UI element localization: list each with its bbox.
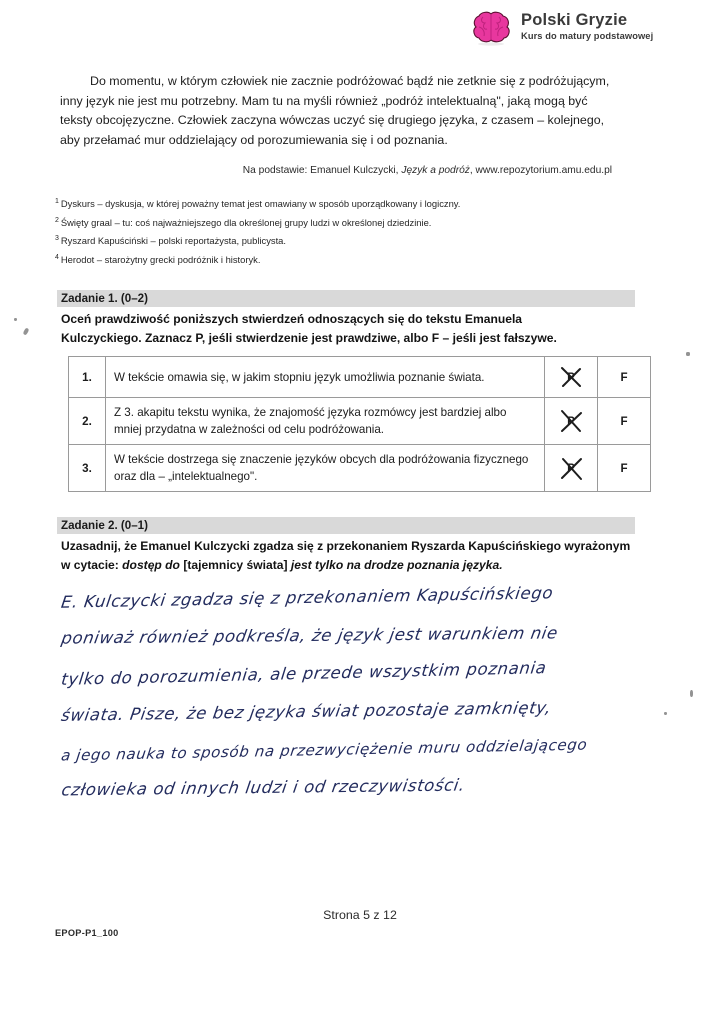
page-number: Strona 5 z 12: [323, 908, 397, 922]
option-letter-p: P: [567, 370, 575, 384]
task-1-prompt: [57, 310, 637, 349]
footnote-text: Ryszard Kapuściński – polski reportażysta, publicysta.: [60, 235, 287, 247]
row-number: 3.: [69, 445, 106, 492]
answer-option-false[interactable]: [598, 357, 651, 398]
footnote-item: [55, 213, 625, 232]
footnote-marker: 1: [55, 198, 59, 205]
row-number: 2.: [69, 398, 106, 445]
footnote-text: Święty graal – tu: coś najważniejszego dla określonej grupy ludzi w określonej dziedzinie.: [60, 216, 432, 228]
row-number: 1.: [69, 357, 106, 398]
option-letter-f: F: [620, 370, 628, 384]
table-row: [69, 398, 651, 445]
handwritten-line-text: poniważ również podkreśla, że język jest warunkiem nie: [59, 623, 560, 648]
scan-artifact: [23, 327, 30, 335]
handwritten-line-text: a jego nauka to sposób na przezwyciężenie muru oddzielającego: [60, 735, 589, 765]
source-title: Język a podróż: [401, 165, 470, 176]
answer-option-false[interactable]: [598, 398, 651, 445]
option-letter-p: P: [567, 461, 575, 475]
footnote-marker: 2: [55, 216, 59, 224]
scan-artifact: [664, 712, 667, 715]
footnote-text: Dyskurs – dyskusja, w której poważny temat jest omawiany w sposób uporządkowany i logiczny.: [60, 198, 461, 210]
task-2-quote-part2: jest tylko na drodze poznania języka.: [290, 558, 503, 573]
site-logo: [470, 8, 653, 46]
task-1-prompt-line1: Oceń prawdziwość poniższych stwierdzeń odnoszących się do tekstu Emanuela: [61, 312, 523, 326]
handwritten-line: [60, 658, 662, 702]
scan-artifact: [686, 352, 690, 356]
logo-text-block: [521, 12, 653, 42]
task-2-block: [57, 517, 637, 576]
handwritten-line-text: E. Kulczycki zgadza się z przekonaniem Kapuścińskiego: [59, 583, 555, 612]
task-2-prompt-text: Uzasadnij, że Emanuel Kulczycki zgadza się z przekonaniem Ryszarda Kapuścińskiego wyrażonym w cytacie:: [61, 539, 631, 573]
option-letter-f: F: [620, 414, 628, 428]
option-letter-f: F: [620, 461, 628, 475]
source-url: , www.repozytorium.amu.edu.pl: [469, 165, 612, 176]
task-2-heading: Zadanie 2. (0–1): [57, 517, 635, 534]
answer-option-true[interactable]: [545, 357, 598, 398]
row-statement: Z 3. akapitu tekstu wynika, że znajomość języka rozmówcy jest bardziej albo mniej przydatna w zależności od celu podróżowania.: [106, 398, 545, 445]
scan-artifact: [14, 318, 17, 321]
footnote-list: [55, 194, 625, 269]
handwritten-line-text: tylko do porozumienia, ale przede wszystkim poznania: [60, 658, 548, 689]
footnote-text: Herodot – starożytny grecki podróżnik i historyk.: [60, 254, 261, 266]
footnote-marker: 3: [55, 235, 59, 243]
task-1-prompt-line2: Kulczyckiego. Zaznacz P, jeśli stwierdzenie jest prawdziwe, albo F – jeśli jest fałszywe.: [61, 331, 557, 346]
footnote-item: [55, 231, 625, 250]
table-row: [69, 445, 651, 492]
footnote-marker: 4: [55, 254, 59, 262]
answer-option-false[interactable]: [598, 445, 651, 492]
table-row: [69, 357, 651, 398]
task-2-prompt: [57, 537, 637, 576]
brain-icon: [470, 8, 512, 46]
handwritten-line: [60, 775, 662, 816]
logo-title: Polski Gryzie: [521, 10, 628, 29]
option-letter-p: P: [567, 414, 575, 428]
footnote-item: [55, 194, 625, 213]
reading-passage: Do momentu, w którym człowiek nie zacznie podróżować bądź nie zetknie się z podróżującym, inny język nie jest mu potrzebny. Mam tu na myśli również „podróż intelektualną", jaką mogą być teksty obcojęzyczne. Człowiek zaczyna wówczas uczyć się drugiego języka, z czasem – kolejnego, aby przełamać mur oddzielający od porozumiewania się i od poznania.: [60, 74, 610, 147]
handwritten-line: [59, 623, 662, 664]
task-1-heading: Zadanie 1. (0–2): [57, 290, 635, 307]
task-2-quote-part1: dostęp do: [122, 558, 180, 573]
handwritten-line-text: świata. Pisze, że bez języka świat pozostaje zamknięty,: [59, 698, 553, 725]
true-false-table: [68, 356, 651, 492]
row-statement: W tekście dostrzega się znaczenie języków obcych dla podróżowania fizycznego oraz dla – „intelektualnego".: [106, 445, 545, 492]
task-1-block: [57, 290, 637, 349]
handwritten-line: [60, 735, 662, 778]
answer-option-true[interactable]: [545, 398, 598, 445]
footnote-item: [55, 250, 625, 269]
handwritten-line: [59, 583, 662, 626]
handwritten-line-text: człowieka od innych ludzi i od rzeczywistości.: [60, 775, 467, 800]
logo-subtitle: Kurs do matury podstawowej: [521, 31, 654, 42]
document-code: EPOP-P1_100: [55, 928, 119, 938]
source-attribution: [60, 165, 612, 176]
scan-artifact: [690, 690, 693, 697]
task-2-bracket-text: [tajemnicy świata]: [179, 558, 291, 573]
handwritten-line: [59, 698, 662, 740]
handwritten-answer: [59, 583, 662, 816]
answer-option-true[interactable]: [545, 445, 598, 492]
source-prefix: Na podstawie: Emanuel Kulczycki,: [242, 165, 402, 176]
row-statement: W tekście omawia się, w jakim stopniu język umożliwia poznanie świata.: [106, 357, 545, 398]
